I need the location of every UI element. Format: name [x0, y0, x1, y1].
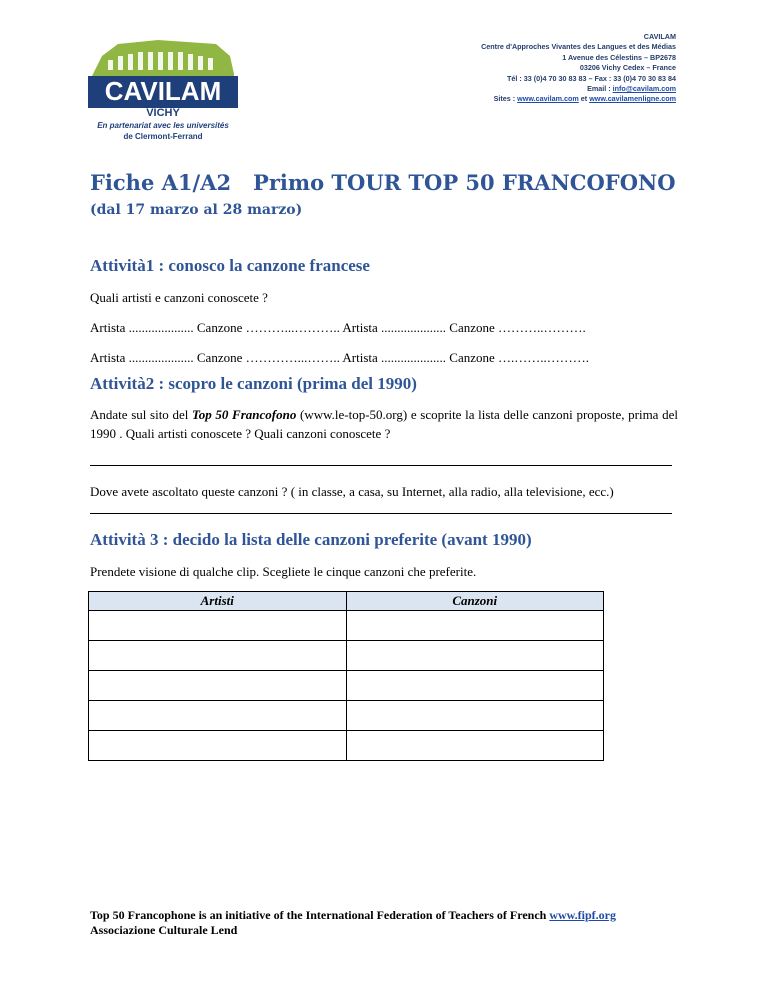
song-cell[interactable]	[346, 701, 604, 731]
activity-2-emphasis: Top 50 Francofono	[192, 407, 297, 422]
activity-1-fill-line-2: Artista .................... Canzone …………...…….. Artista .................... Canzone ….……..……….	[90, 350, 590, 365]
footer-text: Top 50 Francophone is an initiative of the International Federation of Teachers of French	[90, 908, 550, 922]
footer-line-1	[90, 908, 616, 923]
footer-line-2: Associazione Culturale Lend	[90, 923, 238, 937]
org-name: CAVILAM	[643, 32, 676, 41]
activity-1-question: Quali artisti e canzoni conoscete ?	[90, 290, 268, 305]
org-line-2: 1 Avenue des Célestins – BP2678	[562, 52, 676, 62]
activity-2-heading: Attività2 : scopro le canzoni (prima del 1990)	[90, 374, 417, 393]
table-row	[89, 641, 604, 671]
activity-1-heading-label: Attività1	[90, 256, 155, 275]
activity-2-text-b: (www.le-top-50.org) e scoprite la lista delle canzoni proposte, prima del 1990 . Quali artisti conoscete ? Quali canzoni conoscete ?	[90, 407, 678, 441]
answer-line-2	[90, 513, 672, 514]
logo-tagline-1: En partenariat avec les universités	[97, 121, 229, 130]
song-cell[interactable]	[346, 641, 604, 671]
logo-name: CAVILAM	[104, 76, 222, 106]
page-subtitle: (dal 17 marzo al 28 marzo)	[90, 202, 303, 218]
activity-3-heading: Attività 3 : decido la lista delle canzoni preferite (avant 1990)	[90, 530, 532, 549]
favorite-songs-table	[88, 591, 604, 761]
org-line-1: Centre d'Approches Vivantes des Langues et des Médias	[481, 42, 676, 52]
org-email-line	[346, 84, 676, 94]
song-cell[interactable]	[346, 611, 604, 641]
table-row	[89, 731, 604, 761]
activity-2-question-2: Dove avete ascoltato queste canzoni ? ( in classe, a casa, su Internet, alla radio, alla televisione, ecc.)	[90, 484, 614, 499]
table-row	[89, 611, 604, 641]
organization-info	[346, 32, 676, 105]
table-header-row	[89, 592, 604, 611]
org-sites-line	[346, 94, 676, 104]
org-line-4: Tél : 33 (0)4 70 30 83 83 – Fax : 33 (0)4 70 30 83 84	[506, 73, 676, 83]
logo-tagline-2: de Clermont-Ferrand	[123, 132, 203, 141]
fipf-link[interactable]: www.fipf.org	[549, 908, 617, 922]
logo-city: VICHY	[146, 107, 180, 119]
table-row	[89, 701, 604, 731]
email-prefix: Email :	[587, 84, 613, 94]
artist-cell[interactable]	[89, 701, 347, 731]
activity-1-heading	[90, 256, 370, 276]
footer	[90, 908, 616, 938]
sites-and: et	[578, 94, 590, 104]
org-line-3: 03206 Vichy Cedex – France	[579, 63, 676, 73]
column-header-canzoni: Canzoni	[346, 592, 604, 611]
sites-prefix: Sites :	[493, 94, 518, 104]
song-cell[interactable]	[346, 731, 604, 761]
column-header-artisti: Artisti	[89, 592, 347, 611]
site-link-1[interactable]: www.cavilam.com	[517, 94, 579, 104]
site-link-2[interactable]: www.cavilamenligne.com	[589, 94, 676, 104]
artist-cell[interactable]	[89, 671, 347, 701]
activity-2-text	[90, 405, 678, 443]
activity-3-instruction: Prendete visione di qualche clip. Scegliete le cinque canzoni che preferite.	[90, 564, 477, 579]
activity-2-text-a: Andate sul sito del	[90, 407, 192, 422]
song-cell[interactable]	[346, 671, 604, 701]
cavilam-logo	[88, 36, 238, 146]
page-title: Fiche A1/A2 Primo TOUR TOP 50 FRANCOFONO	[90, 170, 676, 195]
artist-cell[interactable]	[89, 611, 347, 641]
artist-cell[interactable]	[89, 641, 347, 671]
email-link[interactable]: info@cavilam.com	[612, 84, 676, 94]
activity-1-heading-text: : conosco la canzone francese	[154, 256, 370, 275]
activity-1-fill-line-1: Artista .................... Canzone ………...……….. Artista .................... Canzone ………..……….	[90, 320, 586, 335]
artist-cell[interactable]	[89, 731, 347, 761]
table-row	[89, 671, 604, 701]
answer-line-1	[90, 465, 672, 466]
